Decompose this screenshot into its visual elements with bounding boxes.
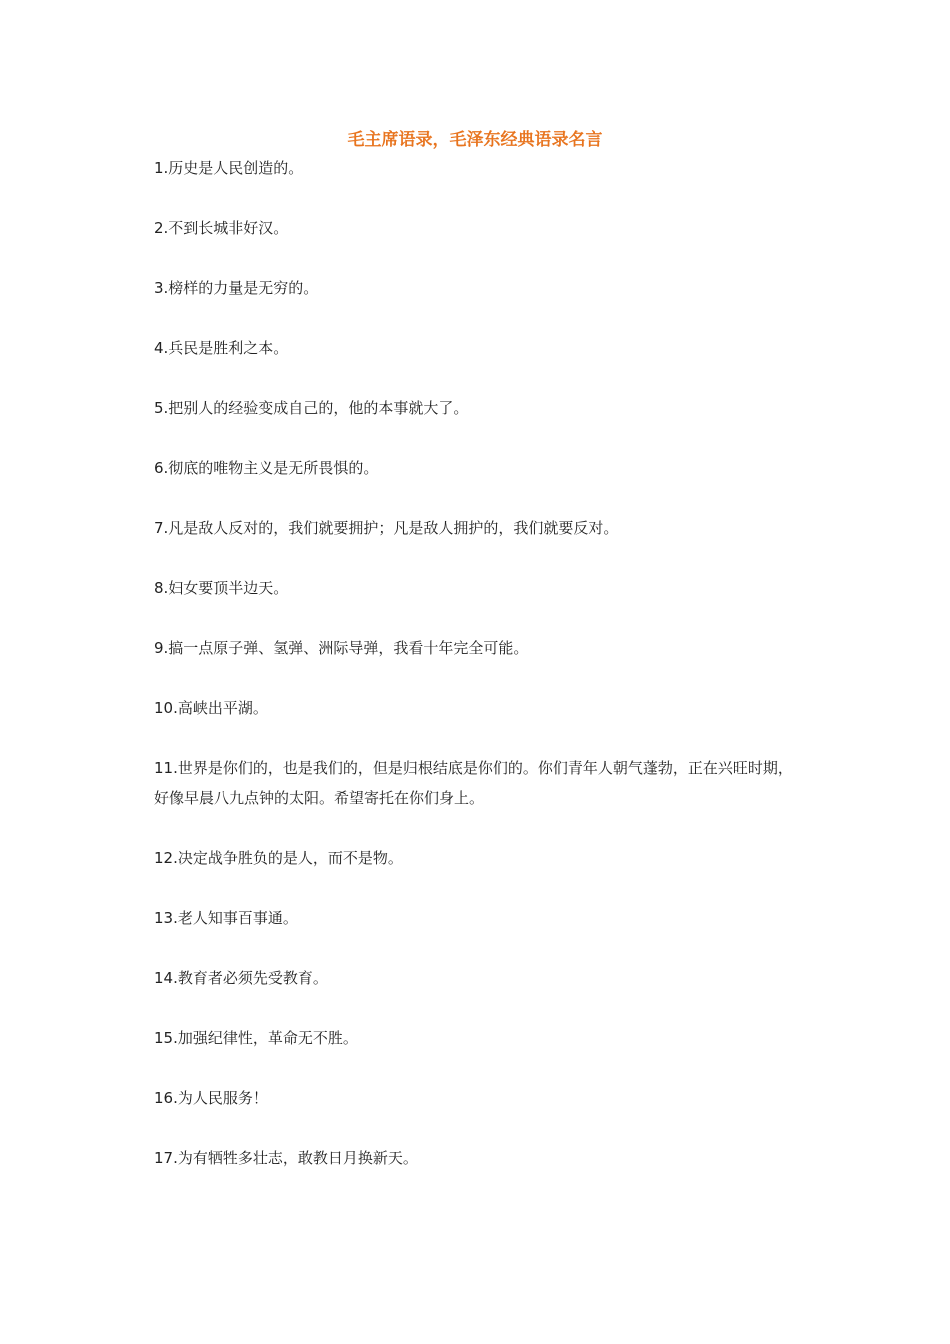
- quote-item: 14.教育者必须先受教育。: [154, 969, 328, 987]
- quote-item: 9.搞一点原子弹、氢弹、洲际导弹，我看十年完全可能。: [154, 639, 529, 657]
- quote-item: 11.世界是你们的，也是我们的，但是归根结底是你们的。你们青年人朝气蓬勃，正在兴旺时期，好像早晨八九点钟的太阳。希望寄托在你们身上。: [154, 759, 793, 807]
- quote-item: 2.不到长城非好汉。: [154, 219, 289, 237]
- quote-item: 12.决定战争胜负的是人，而不是物。: [154, 849, 403, 867]
- quote-item: 1.历史是人民创造的。: [154, 159, 304, 177]
- quote-list: [154, 153, 804, 1203]
- quote-item: 7.凡是敌人反对的，我们就要拥护；凡是敌人拥护的，我们就要反对。: [154, 519, 619, 537]
- quote-item: 16.为人民服务！: [154, 1089, 268, 1107]
- quote-item: 10.高峡出平湖。: [154, 699, 268, 717]
- quote-item: 13.老人知事百事通。: [154, 909, 298, 927]
- quote-item: 17.为有牺牲多壮志，敢教日月换新天。: [154, 1149, 418, 1167]
- quote-item: 5.把别人的经验变成自己的，他的本事就大了。: [154, 399, 469, 417]
- quote-item: 4.兵民是胜利之本。: [154, 339, 289, 357]
- document-title: 毛主席语录，毛泽东经典语录名言: [347, 130, 603, 150]
- quote-item: 8.妇女要顶半边天。: [154, 579, 289, 597]
- quote-item: 3.榜样的力量是无穷的。: [154, 279, 319, 297]
- quote-item: 6.彻底的唯物主义是无所畏惧的。: [154, 459, 379, 477]
- quote-item: 15.加强纪律性，革命无不胜。: [154, 1029, 358, 1047]
